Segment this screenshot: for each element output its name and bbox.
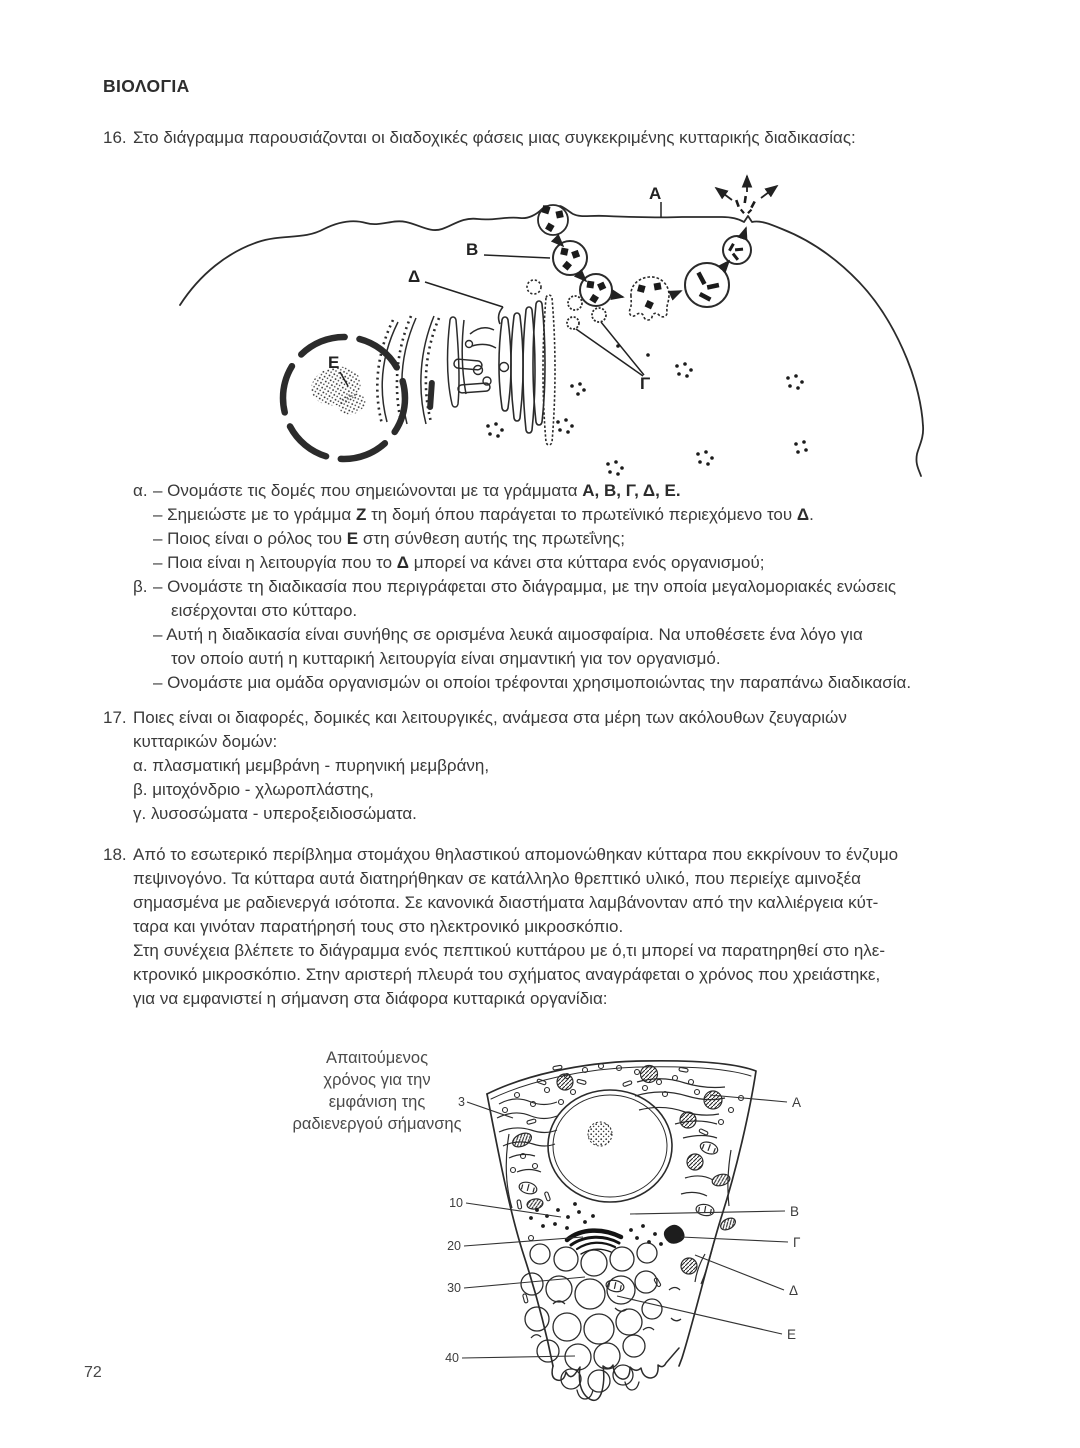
macromolecule-particles	[541, 205, 564, 232]
question-16-intro	[103, 126, 1003, 150]
line-text: τον οποίο αυτή η κυτταρική λειτουργία είναι σημαντική για τον οργανισμό.	[171, 649, 721, 668]
text-line	[133, 551, 1013, 575]
label-lines	[462, 1095, 788, 1358]
text-line	[133, 730, 1013, 754]
digestion-vesicle	[685, 263, 729, 307]
question-16-subitems	[133, 479, 1013, 695]
text-line	[133, 778, 1013, 802]
text-line	[133, 987, 1013, 1011]
item-marker: 18.	[103, 845, 127, 864]
figure16-label-Delta: Δ	[408, 267, 421, 286]
question-18	[103, 843, 1013, 1011]
line-text: – Ονομάστε τη διαδικασία που περιγράφεται στο διάγραμμα, με την οποία μεγαλομοριακές ενώσεις	[153, 577, 897, 596]
line-text: – Ποια είναι η λειτουργία που το Δ μπορεί να κάνει στα κύτταρα ενός οργανισμού;	[153, 553, 765, 572]
line-text: Στο διάγραμμα παρουσιάζονται οι διαδοχικές φάσεις μιας συγκεκριμένης κυτταρικής διαδικασίας:	[133, 128, 856, 147]
time-label-3: 3	[458, 1095, 465, 1109]
text-line	[133, 479, 1013, 503]
line-text: Στη συνέχεια βλέπετε το διάγραμμα ενός πεπτικού κυττάρου με ό,τι μπορεί να παρατηρηθεί στο ηλε-	[133, 941, 886, 960]
line-text: πεψινογόνο. Τα κύτταρα αυτά διατηρήθηκαν σε κατάλληλο θρεπτικό υλικό, που περιείχε αμινοξέα	[133, 869, 862, 888]
cell-outline	[487, 1061, 756, 1401]
text-line	[133, 527, 1013, 551]
line-text: Ποιες είναι οι διαφορές, δομικές και λειτουργικές, ανάμεσα στα μέρη των ακόλουθων ζευγαριών	[133, 708, 847, 727]
line-text: για να εμφανιστεί η σήμανση στα διάφορα κυτταρικά οργανίδια:	[133, 989, 608, 1008]
caption-line: εμφάνιση της	[328, 1093, 426, 1111]
line-text: ταρα και γινόταν παρατήρησή τους στο ηλεκτρονικό μικροσκόπιο.	[133, 917, 624, 936]
line-text: γ. λυσοσώματα - υπεροξειδιοσώματα.	[133, 804, 417, 823]
text-line	[133, 503, 1013, 527]
line-text: κυτταρικών δομών:	[133, 732, 278, 751]
text-line	[103, 706, 1013, 730]
caption-line: ραδιενεργού σήμανσης	[292, 1115, 462, 1133]
caption-line: χρόνος για την	[323, 1071, 431, 1089]
line-text: – Ονομάστε τις δομές που σημειώνονται με τα γράμματα Α, Β, Γ, Δ, Ε.	[153, 481, 681, 500]
nucleus	[548, 1090, 672, 1202]
endocytic-vesicle	[553, 241, 587, 275]
line-text: α. πλασματική μεμβράνη - πυρηνική μεμβράνη,	[133, 756, 490, 775]
text-line	[103, 843, 1013, 867]
caption-line: Απαιτούμενος	[325, 1049, 429, 1067]
time-label-10: 10	[449, 1196, 463, 1210]
item-marker: β.	[133, 577, 148, 596]
line-text: Από το εσωτερικό περίβλημα στομάχου θηλαστικού απομονώθηκαν κύτταρα που εκκρίνουν το ένζυμο	[133, 845, 899, 864]
line-text: – Αυτή η διαδικασία είναι συνήθης σε ορισμένα λευκά αιμοσφαίρια. Να υποθέσετε ένα λόγο για	[153, 625, 863, 644]
text-line	[133, 939, 1013, 963]
figure18-label-Gamma: Γ	[793, 1235, 801, 1250]
process-arrows	[555, 176, 777, 297]
figure16-label-E: E	[328, 353, 340, 372]
mitochondria	[510, 1130, 737, 1293]
golgi-apparatus	[499, 280, 555, 445]
figure18-label-E: E	[787, 1327, 797, 1342]
zymogen-granules	[521, 1243, 681, 1392]
nucleus	[283, 337, 435, 459]
plasma-membrane	[560, 206, 923, 476]
figure18-label-Delta: Δ	[789, 1283, 799, 1298]
line-text: β. μιτοχόνδριο - χλωροπλάστης,	[133, 780, 374, 799]
text-line	[133, 867, 1013, 891]
question-17	[103, 706, 1013, 826]
figure18-label-A: A	[792, 1095, 802, 1110]
line-text: – Ονομάστε μια ομάδα οργανισμών οι οποίοι τρέφονται χρησιμοποιώντας την παραπάνω διαδικασία.	[153, 673, 912, 692]
item-marker: 16.	[103, 128, 127, 147]
time-label-40: 40	[445, 1351, 459, 1365]
line-text: κτρονικό μικροσκόπιο. Στην αριστερή πλευρά του σχήματος αναγράφεται ο χρόνος που χρειάστηκε,	[133, 965, 881, 984]
figure18-label-B: B	[790, 1204, 800, 1219]
text-line	[133, 575, 1013, 599]
text-line	[103, 126, 1003, 150]
line-text: – Ποιος είναι ο ρόλος του Ε στη σύνθεση αυτής της πρωτεΐνης;	[153, 529, 625, 548]
smooth-er	[448, 317, 496, 407]
line-text: εισέρχονται στο κύτταρο.	[171, 601, 358, 620]
figure16-label-A: A	[649, 184, 662, 203]
text-line	[133, 647, 1013, 671]
text-line	[133, 915, 1013, 939]
line-text: σημασμένα με ραδιενεργά ισότοπα. Σε κανονικά διαστήματα λαμβάνονταν από την καλλιέργεια κύτ-	[133, 893, 879, 912]
nucleolus	[588, 1122, 612, 1146]
text-line	[133, 754, 1013, 778]
transport-vesicles	[466, 341, 509, 386]
time-label-20: 20	[447, 1239, 461, 1253]
fusing-vesicle	[629, 277, 669, 320]
page-header: ΒΙΟΛΟΓΙΑ	[103, 76, 190, 96]
page-number: 72	[84, 1364, 102, 1381]
text-line	[133, 963, 1013, 987]
time-label-30: 30	[447, 1281, 461, 1295]
text-line	[133, 671, 1013, 695]
text-line	[133, 891, 1013, 915]
figure-16-cell-diagram	[166, 158, 986, 488]
text-line	[133, 802, 1013, 826]
golgi-dense-blob	[664, 1225, 685, 1244]
item-marker: α.	[133, 481, 148, 500]
line-text: – Σημειώστε με το γράμμα Ζ τη δομή όπου παράγεται το πρωτεϊνικό περιεχόμενο του Δ.	[153, 505, 814, 524]
item-marker: 17.	[103, 708, 127, 727]
figure16-label-B: B	[466, 240, 479, 259]
figure18-caption	[283, 1047, 471, 1135]
text-line	[133, 599, 1013, 623]
lysosome-vesicles	[567, 296, 606, 329]
figure16-label-Gamma: Γ	[640, 374, 651, 393]
text-line	[133, 623, 1013, 647]
released-material	[735, 196, 756, 214]
